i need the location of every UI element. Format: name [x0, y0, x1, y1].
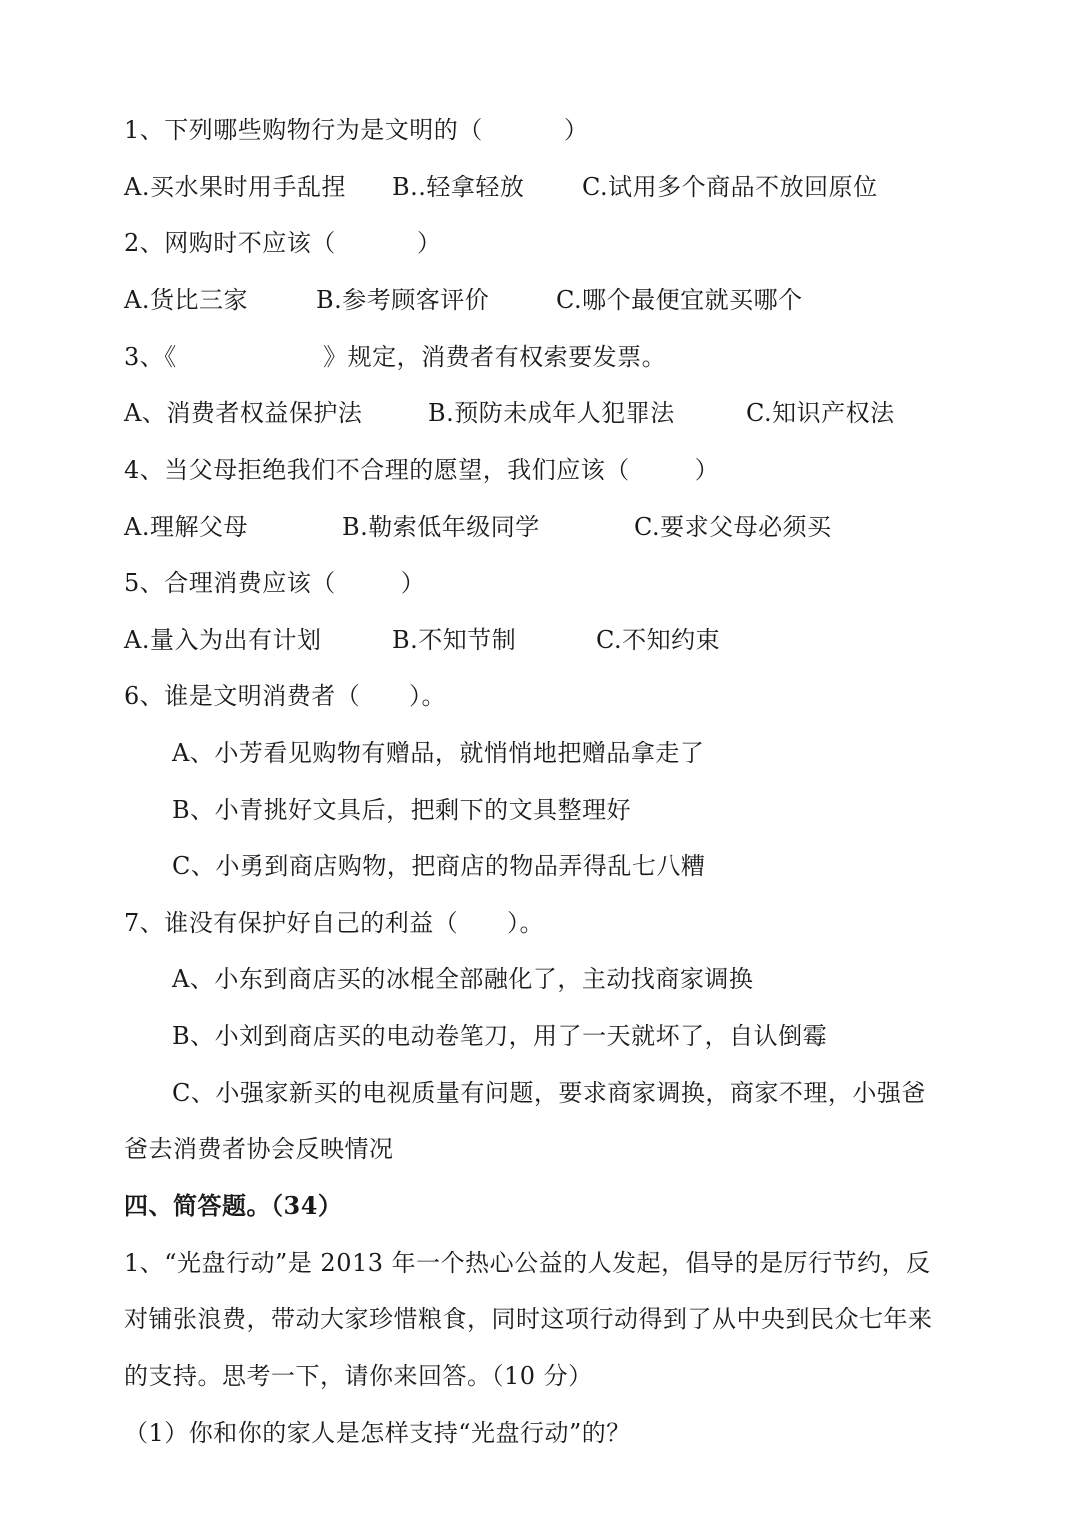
section-4-q1-sub-1: （1）你和你的家人是怎样支持“光盘行动”的？: [124, 1419, 631, 1447]
question-2-option-a: A.货比三家: [124, 286, 248, 314]
question-3-option-c: C.知识产权法: [746, 399, 895, 427]
section-4-heading: 四、简答题。（34）: [124, 1191, 343, 1220]
question-2-option-b: B.参考顾客评价: [316, 286, 490, 314]
question-5-option-a: A.量入为出有计划: [124, 626, 322, 654]
question-1-prompt: 1、下列哪些购物行为是文明的（ ）: [124, 116, 589, 144]
question-4-prompt: 4、当父母拒绝我们不合理的愿望，我们应该（ ）: [124, 456, 720, 484]
section-4-q1-line-2: 对铺张浪费，带动大家珍惜粮食，同时这项行动得到了从中央到民众七年来: [124, 1305, 933, 1333]
question-7-option-c: C、小强家新买的电视质量有问题，要求商家调换，商家不理，小强爸: [172, 1079, 926, 1107]
question-7-option-a: A、小东到商店买的冰棍全部融化了，主动找商家调换: [172, 965, 754, 993]
question-5-option-b: B.不知节制: [392, 626, 517, 654]
question-3-prompt: 3、《 》规定，消费者有权索要发票。: [124, 343, 667, 371]
question-4-option-c: C.要求父母必须买: [634, 513, 832, 541]
question-2-option-c: C.哪个最便宜就买哪个: [556, 286, 803, 314]
question-6-option-a: A、小芳看见购物有赠品，就悄悄地把赠品拿走了: [172, 739, 705, 767]
question-6-option-b: B、小青挑好文具后，把剩下的文具整理好: [172, 796, 632, 824]
question-3-option-b: B.预防未成年人犯罪法: [428, 399, 675, 427]
question-2-prompt: 2、网购时不应该（ ）: [124, 229, 442, 257]
question-7-prompt: 7、谁没有保护好自己的利益（ ）。: [124, 909, 545, 937]
question-3-option-a: A、消费者权益保护法: [124, 399, 363, 427]
question-5-option-c: C.不知约束: [596, 626, 721, 654]
section-4-q1-line-1: 1、“光盘行动”是 2013 年一个热心公益的人发起，倡导的是厉行节约，反: [124, 1249, 931, 1277]
question-7-option-b: B、小刘到商店买的电动卷笔刀，用了一天就坏了，自认倒霉: [172, 1022, 828, 1050]
question-4-option-a: A.理解父母: [124, 513, 248, 541]
question-6-option-c: C、小勇到商店购物，把商店的物品弄得乱七八糟: [172, 852, 706, 880]
section-4-q1-line-3: 的支持。思考一下，请你来回答。（10 分）: [124, 1362, 593, 1390]
question-7-option-c-continuation: 爸去消费者协会反映情况: [124, 1135, 394, 1163]
question-6-prompt: 6、谁是文明消费者（ ）。: [124, 682, 447, 710]
question-1-option-b: B..轻拿轻放: [392, 173, 525, 201]
question-5-prompt: 5、合理消费应该（ ）: [124, 569, 426, 597]
question-4-option-b: B.勒索低年级同学: [342, 513, 540, 541]
question-1-option-c: C.试用多个商品不放回原位: [582, 173, 878, 201]
question-1-option-a: A.买水果时用手乱捏: [124, 173, 346, 201]
